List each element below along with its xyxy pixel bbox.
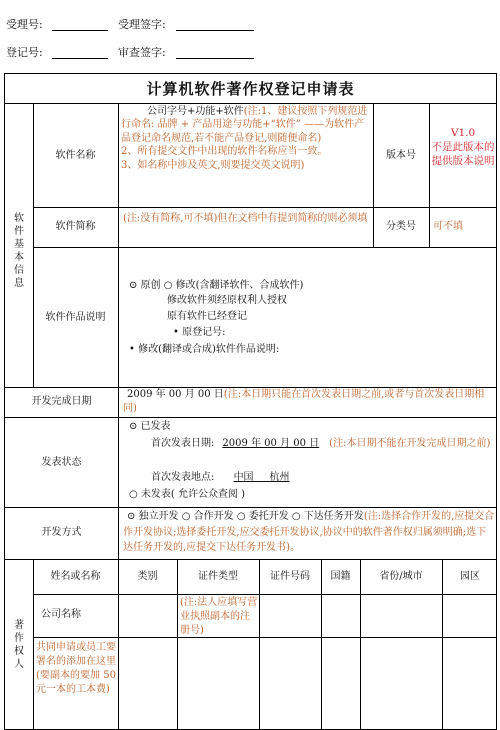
- software-name-value: 公司字号+功能+软件: [147, 106, 244, 117]
- category-label: 分类号: [386, 221, 416, 232]
- owner-col-park: 园区: [460, 571, 480, 582]
- work-desc-label: 软件作品说明: [45, 312, 106, 323]
- software-name-cell[interactable]: [121, 105, 371, 172]
- work-line-4: • 原登记号:: [173, 327, 226, 338]
- owner-col-nationality: 国籍: [330, 571, 351, 582]
- dev-date-label: 开发完成日期: [31, 396, 92, 407]
- software-name-note-3: 3、如名称中涉及英文,则要提交英文说明): [121, 159, 305, 171]
- dev-date-cell[interactable]: [123, 388, 495, 416]
- unpublished-radio[interactable]: ○ 未发表( 允许公众查阅 ): [129, 489, 246, 500]
- application-form: [4, 73, 497, 730]
- first-pub-date-label: 首次发表日期:: [151, 438, 215, 449]
- receipt-no-field[interactable]: [52, 30, 108, 31]
- publish-label: 发表状态: [41, 457, 82, 468]
- owner-company[interactable]: 公司名称: [41, 609, 81, 620]
- dev-mode-label: 开发方式: [41, 527, 82, 538]
- software-name-label: 软件名称: [55, 150, 96, 161]
- owner-id-note: (注:法人应填写营业执照副本的注册号): [180, 597, 258, 636]
- owner-col-id-number: 证件号码: [270, 571, 310, 582]
- dev-date-value: 2009 年 00 月 00 日: [127, 389, 224, 400]
- dev-date-note: (注:本日期只能在首次发表日期之前,或者与首次发表日期相同): [123, 389, 485, 414]
- version-note: 不是此版本的提供版本说明: [431, 141, 495, 167]
- register-no-field[interactable]: [52, 58, 108, 59]
- first-pub-place-value: 中国 杭州: [233, 472, 290, 483]
- dev-mode-options[interactable]: ⊙ 独立开发 ○ 合作开发 ○ 委托开发 ○ 下达任务开发: [127, 511, 364, 522]
- first-pub-note: (注:本日期不能在开发完成日期之前): [329, 438, 491, 449]
- work-line-5[interactable]: • 修改(翻译或合成)软件作品说明:: [129, 344, 280, 355]
- dev-mode-note: (注:选择合作开发的,应提交合作开发协议;选择委托开发,应交委托开发协议,协议中的软件著作权归属须明确;选下达任务开发的,应提交下达任务开发书)。: [123, 511, 495, 553]
- section-owner: 著作权人: [14, 620, 24, 670]
- section-basic-info: 软件基本信息: [14, 213, 24, 289]
- review-sign-label: 审查签字:: [118, 46, 166, 59]
- register-no-label: 登记号:: [6, 46, 43, 59]
- category-note[interactable]: 可不填: [433, 221, 463, 232]
- owner-col-name: 姓名或名称: [50, 571, 101, 582]
- owner-col-province: 省份/城市: [379, 571, 423, 582]
- receipt-sign-label: 受理签字:: [118, 18, 166, 31]
- first-pub-date-value: 2009 年 00 月 00 日: [222, 438, 320, 449]
- short-name-note[interactable]: (注:没有简称,可不填)但在文档中有提到简称的则必须填: [123, 213, 368, 224]
- receipt-sign-field[interactable]: [176, 30, 254, 31]
- owner-joint-note: 共同申请或员工要署名的添加在这里(要副本的要加 50 元一本的工本费): [36, 642, 116, 695]
- review-sign-field[interactable]: [176, 58, 254, 59]
- first-pub-date-cell[interactable]: [123, 437, 495, 451]
- work-line-2: 修改软件须经原权利人授权: [167, 295, 287, 306]
- published-radio[interactable]: ⊙ 已发表: [129, 421, 171, 432]
- receipt-no-label: 受理号:: [6, 18, 43, 31]
- owner-col-type: 类别: [137, 571, 158, 582]
- owner-col-id-type: 证件类型: [198, 571, 238, 582]
- short-name-label: 软件简称: [55, 221, 96, 232]
- work-original-radio[interactable]: ⊙ 原创 ○ 修改(含翻译软件、合成软件): [129, 280, 304, 291]
- first-pub-place-label: 首次发表地点:: [151, 472, 215, 483]
- software-name-note-1: (注:1、建议按照下列规范进行命名: 品牌 + 产品用途与功能+“软件” ——为软件产品登记命名规范,若不能产品登记,则随便命名): [121, 106, 368, 144]
- work-line-3: 原有软件已经登记: [167, 311, 247, 322]
- version-label: 版本号: [386, 150, 416, 161]
- version-value[interactable]: V1.0: [450, 127, 476, 139]
- form-title: 计算机软件著作权登记申请表: [146, 80, 355, 98]
- first-pub-place-cell[interactable]: [151, 471, 451, 485]
- software-name-note-2: 2、所有提交文件中出现的软件名称应当一致。: [121, 146, 328, 158]
- dev-mode-cell[interactable]: [123, 509, 495, 556]
